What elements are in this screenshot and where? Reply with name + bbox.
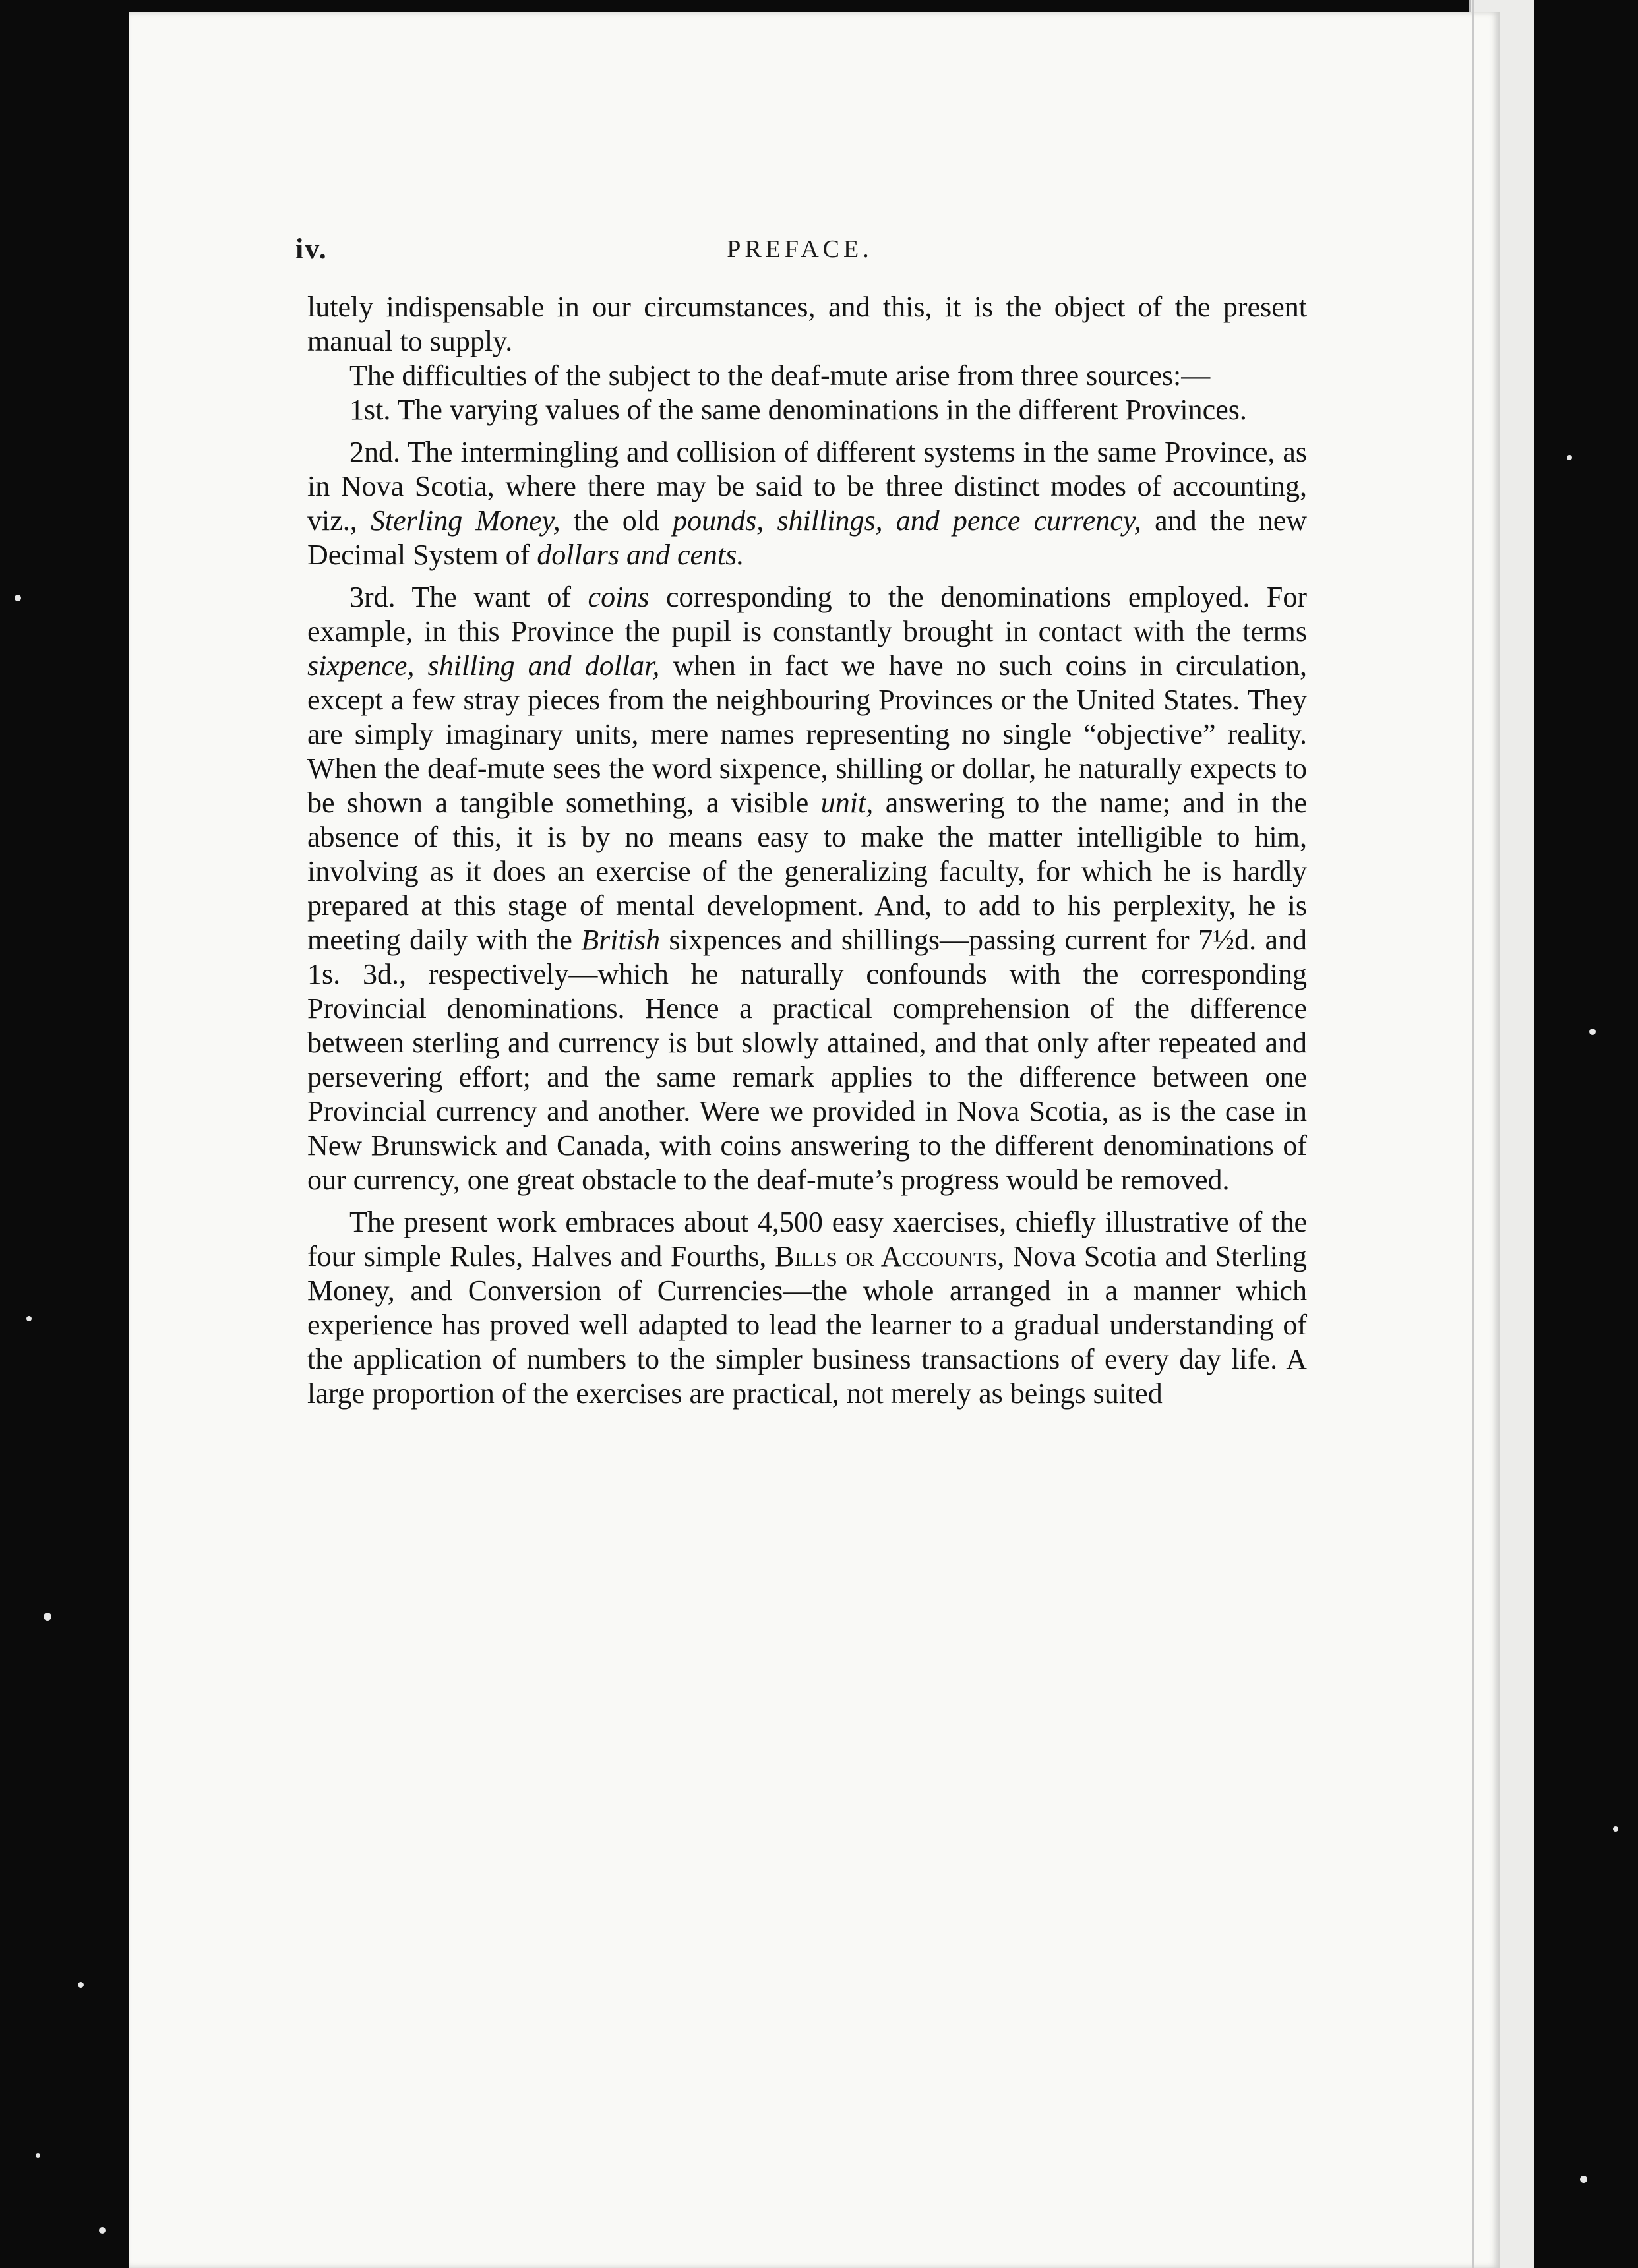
scan-speck	[1580, 2176, 1587, 2183]
text-run: lutely indispensable in our circumstances, and this, it is the object of the present manual to supply.	[307, 291, 1307, 357]
italic-text: unit,	[820, 787, 874, 819]
text-run: sixpences and shillings—passing current for 7½d. and 1s. 3d., respectively—which he naturally confounds with the corresponding Provincial denominations. Hence a practical comprehension of the difference between sterling and currency is but slowly attained, and that only after repeated and persevering effort; and the same remark applies to the difference between one Provincial currency and another. Were we provided in Nova Scotia, as is the case in New Brunswick and Canada, with coins answering to the different denominations of our currency, one great obstacle to the deaf-mute’s progress would be removed.	[307, 924, 1307, 1196]
paragraph	[307, 580, 1307, 1197]
scan-speck	[1613, 1826, 1618, 1832]
text-run: answering to the name; and in the absence of this, it is by no means easy to make the matter intelligible to him, involving as it does an exercise of the generalizing faculty, for which he is hardly prepared at this stage of mental development. And, to add to his perplexity, he is meeting daily with the	[307, 787, 1308, 956]
text-run: the old	[560, 504, 673, 537]
paragraph	[307, 1205, 1307, 1411]
italic-text: coins	[588, 581, 650, 613]
page-number: iv.	[295, 233, 328, 265]
paragraph	[307, 290, 1307, 359]
scan-speck	[15, 595, 21, 601]
text-run: 1st. The varying values of the same denominations in the different Provinces.	[349, 394, 1247, 426]
scan-speck	[44, 1613, 51, 1621]
scan-speck	[26, 1316, 32, 1321]
italic-text: British	[581, 924, 661, 956]
italic-text: sixpence, shilling and dollar,	[307, 649, 660, 682]
page-header	[295, 232, 1304, 278]
italic-text: pounds, shillings, and pence currency,	[673, 504, 1141, 537]
text-run: The difficulties of the subject to the deaf-mute arise from three sources:—	[349, 359, 1211, 392]
italic-text: Sterling Money,	[370, 504, 561, 537]
page-fold	[1472, 0, 1474, 2268]
text-run: when in fact we have no such coins in circulation, except a few stray pieces from the neighbouring Provinces or the United States. They are simply imaginary units, mere names representing no single “objective” reality. When the deaf-mute sees the word sixpence, shilling or dollar, he naturally expects to be shown a tangible something, a visible	[307, 649, 1307, 819]
paragraph	[307, 359, 1307, 393]
scan-speck	[1589, 1029, 1596, 1035]
scan-speck	[99, 2227, 106, 2234]
preface-text	[307, 290, 1307, 1411]
text-run: and the new Decimal System of	[307, 504, 1307, 571]
scan-speck	[78, 1982, 84, 1988]
text-run: 3rd. The want of	[349, 581, 588, 613]
scan-speck	[36, 2153, 40, 2158]
paragraph	[307, 393, 1307, 427]
paragraph	[307, 435, 1307, 572]
text-run: Nova Scotia and Sterling Money, and Conversion of Currencies—the whole arranged in a manner which experience has proved well adapted to lead the learner to a gradual understanding of the application of numbers to the simpler business transactions of every day life. A large proportion of the exercises are practical, not merely as beings suited	[307, 1240, 1307, 1410]
text-run: 2nd. The intermingling and collision of different systems in the same Province, as in Nova Scotia, where there may be said to be three distinct modes of accounting, viz.,	[307, 436, 1307, 537]
italic-text: dollars and cents.	[537, 539, 744, 571]
scan-speck	[1567, 455, 1572, 460]
text-run: corresponding to the denominations employed. For example, in this Province the pupil is constantly brought in contact with the terms	[307, 581, 1307, 647]
text-run: The present work embraces about 4,500 easy xaercises, chiefly illustrative of the four simple Rules, Halves and Fourths,	[307, 1206, 1307, 1272]
small-caps-text: Bills or Accounts,	[775, 1240, 1005, 1272]
running-head: PREFACE.	[727, 235, 873, 263]
